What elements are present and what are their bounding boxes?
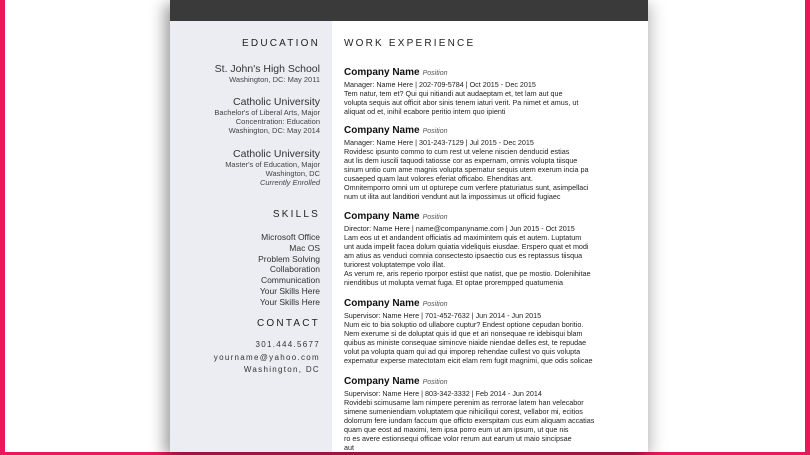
entry-line: Washington, DC: May 2011	[229, 75, 320, 84]
contact-block	[170, 339, 320, 377]
description-line: aliquat od et, inihil ecabore peritio intem quo ipienti	[344, 107, 506, 116]
description-line: Omnitemporro omni um ut opturepe cum verfere ptaturiatus sunt, asimpellaci	[344, 183, 589, 192]
description-line: Rovidesc ipsunto commo to cum rest ut velene niscien denducid estias	[344, 147, 570, 156]
phone-number: 301.444.5677	[255, 340, 320, 349]
job-description	[344, 147, 634, 201]
skill-item: Mac OS	[289, 242, 320, 253]
left-border	[0, 0, 5, 455]
education-entry	[170, 148, 320, 187]
company-name: Company Name	[344, 211, 420, 222]
entry-line: Master's of Education, Major	[225, 160, 320, 169]
description-line: volupta sequis aut officit abor sinis tenem iaturi verit. Pa nimet et amus, ut	[344, 98, 579, 107]
header-bar	[170, 0, 648, 21]
description-line: dolorrum fere iundam faccum que officto exerspitam cus eum aliquam accatias	[344, 416, 595, 425]
location: Washington, DC	[243, 365, 320, 374]
entry-line: Bachelor's of Liberal Arts, Major	[214, 108, 320, 117]
skill-item: Communication	[260, 275, 320, 286]
work-experience-heading: WORK EXPERIENCE	[344, 38, 476, 49]
job-entry	[344, 120, 634, 201]
education-entry	[170, 96, 320, 135]
company-name: Company Name	[344, 67, 420, 78]
skill-item: Your Skills Here	[259, 285, 320, 296]
position-title: Position	[422, 379, 448, 386]
description-line: aut	[344, 443, 354, 452]
job-meta: Manager: Name Here | 301-243-7129 | Jul 2015 - Dec 2015	[344, 138, 534, 147]
school-name: St. John's High School	[214, 63, 320, 75]
right-border	[805, 0, 810, 455]
description-line: simene sumeniendiam voluptatem que nihiciliqui corest, vellabor mi, ecitios	[344, 407, 583, 416]
description-line: unt auda impelit facea dolum quiatia videliquis eiusdae. Erspero quat et modi	[344, 242, 589, 251]
position-title: Position	[422, 70, 448, 77]
job-meta: Director: Name Here | name@companyname.com | Jun 2015 - Oct 2015	[344, 224, 575, 233]
job-meta: Supervisor: Name Here | 803-342-3332 | Feb 2014 - Jun 2014	[344, 389, 542, 398]
description-line: sinum untio cum ame magnis volupta spernatur sequis utem exerum incia pa	[344, 165, 589, 174]
skill-item: Microsoft Office	[261, 232, 320, 242]
education-entry	[170, 63, 320, 84]
description-line: aut lis dem iuscili taquodi tatiosse cor as expernam, omnis volupta tiisque	[344, 156, 578, 165]
description-line: nienditibus ut molupta vernat fuga. Et optae prorempped quatumenia	[344, 278, 563, 287]
company-name: Company Name	[344, 125, 420, 136]
job-entry	[344, 293, 634, 365]
skill-item: Your Skills Here	[259, 296, 320, 307]
job-entry	[344, 206, 634, 287]
description-line: volut pa volupta quam qui ad qui imporep rehendae cullest vo quis volupta	[344, 347, 581, 356]
entry-line: Washington, DC: May 2014	[228, 126, 320, 135]
description-line: am atius as venduci comnia consectesto ipsaectio cus es reptassus tiisqua	[344, 251, 583, 260]
company-name: Company Name	[344, 376, 420, 387]
job-description	[344, 233, 634, 287]
enrollment-status: Currently Enrolled	[259, 178, 320, 187]
position-title: Position	[422, 214, 448, 221]
description-line: expernatur experse matectotam eicit elam rem fugit magnimi, que odis solicae	[344, 356, 593, 365]
company-name: Company Name	[344, 298, 420, 309]
description-line: num ut ilita aut landitiori vendunt aut la impossimus ut officid fugiaec	[344, 192, 561, 201]
description-line: quibus as ministe consequae simincve niaide niendae delles est, te repudae	[344, 338, 587, 347]
position-title: Position	[422, 301, 448, 308]
job-description	[344, 89, 634, 116]
job-description	[344, 398, 634, 452]
description-line: Num eic to bia soluptio od ullabore cuptur? Endest optione cepudan boritio.	[344, 320, 584, 329]
job-entry	[344, 62, 634, 116]
position-title: Position	[422, 128, 448, 135]
school-name: Catholic University	[233, 96, 320, 108]
email-address: yourname@yahoo.com	[213, 352, 320, 362]
school-name: Catholic University	[233, 148, 320, 160]
description-line: Nem exerume si de doluptat quis id que et ari nonsequae re idebisqui blam	[344, 329, 583, 338]
contact-heading: CONTACT	[257, 318, 320, 329]
skill-item: Collaboration	[269, 264, 320, 275]
description-line: As verum re, aris reperio rporpor estiist que natist, que pe mostio. Dolenihitae	[344, 269, 591, 278]
education-heading: EDUCATION	[242, 38, 320, 49]
skills-list	[170, 232, 320, 308]
job-meta: Manager: Name Here | 202-709-5784 | Oct 2015 - Dec 2015	[344, 80, 536, 89]
description-line: ro es avere estionsequi officae volor rerum aut earum ut maio sincipsae	[344, 434, 572, 443]
entry-line: Washington, DC	[265, 169, 320, 178]
description-line: cusaeped quam laut volores eferiat officabo. Ehenditas ant.	[344, 174, 533, 183]
resume-page	[170, 0, 648, 452]
description-line: Tem natur, tem et? Qui qui nitiandi aut audaeptam et, tet lam aut que	[344, 89, 563, 98]
job-entry	[344, 371, 634, 452]
job-meta: Supervisor: Name Here | 701-452-7632 | Jun 2014 - Jun 2015	[344, 311, 542, 320]
skill-item: Problem Solving	[258, 253, 320, 264]
skills-heading: SKILLS	[272, 209, 320, 220]
description-line: turiorest voluptatempe volo illat.	[344, 260, 446, 269]
description-line: quam que eost ad maximi, tem ipsa porro eum ut am ipsum, ut que nis	[344, 425, 569, 434]
description-line: Lam eos ut et andandent officiatis ad maximintem quis et autem. Luptatum	[344, 233, 582, 242]
description-line: Rovidebi scimusame lam nimpere perenim as rerrorae latem han velecabor	[344, 398, 584, 407]
job-description	[344, 320, 634, 365]
entry-line: Concentration: Education	[235, 117, 320, 126]
